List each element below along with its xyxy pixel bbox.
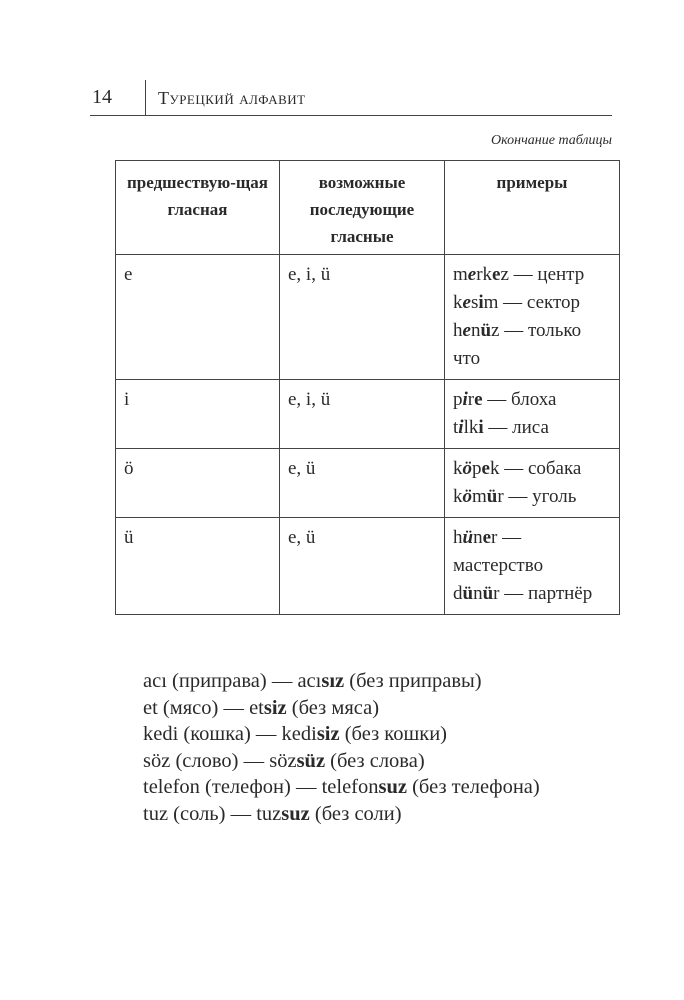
highlighted-segment: ü <box>462 583 474 604</box>
examples-cell <box>445 518 620 615</box>
highlighted-segment: ü <box>462 527 474 548</box>
text-segment: rk <box>476 264 493 285</box>
highlighted-segment: e <box>492 264 501 285</box>
text-segment: n <box>473 583 483 604</box>
text-segment: kedi (кошка) — kedi <box>143 723 317 745</box>
text-segment: m — сектор <box>483 292 581 313</box>
text-segment: k <box>453 292 463 313</box>
example-line <box>143 774 540 801</box>
example-line <box>143 695 540 722</box>
text-segment: et (мясо) — et <box>143 696 264 719</box>
highlighted-segment: i <box>478 417 484 438</box>
text-segment: m <box>453 264 468 285</box>
highlighted-segment: ü <box>480 320 492 341</box>
example-line <box>143 748 540 775</box>
text-segment: telefon (телефон) — telefon <box>143 776 379 798</box>
text-segment: tuz (соль) — tuz <box>143 802 282 825</box>
text-segment: r <box>467 389 475 410</box>
header-rule <box>90 115 612 116</box>
highlighted-segment: suz <box>378 776 407 798</box>
next-vowels-cell: e, ü <box>280 449 445 518</box>
example-word <box>453 580 611 608</box>
page-number: 14 <box>92 86 112 108</box>
table-header-row <box>116 161 620 255</box>
prev-vowel-cell: e <box>116 255 280 380</box>
highlighted-segment: e <box>482 527 492 548</box>
text-segment: t <box>453 417 459 438</box>
text-segment: — блоха <box>482 389 557 410</box>
highlighted-segment: e <box>474 389 483 410</box>
example-word <box>453 317 611 373</box>
header-examples: примеры <box>445 161 620 255</box>
text-segment: z — центр <box>500 264 585 285</box>
text-segment: p <box>453 389 463 410</box>
vowel-harmony-table <box>115 160 620 615</box>
text-segment: söz (слово) — söz <box>143 749 297 772</box>
example-line <box>143 721 540 748</box>
text-segment: lk <box>463 417 479 438</box>
examples-cell <box>445 449 620 518</box>
highlighted-segment: ü <box>482 583 494 604</box>
text-segment: r — мастерство <box>453 527 544 576</box>
prev-vowel-cell: ü <box>116 518 280 615</box>
example-line <box>143 668 540 695</box>
highlighted-segment: siz <box>316 723 340 745</box>
highlighted-segment: suz <box>281 802 310 825</box>
example-word <box>453 289 611 317</box>
text-segment: — лиса <box>483 417 549 438</box>
text-segment: (без соли) <box>309 802 402 825</box>
highlighted-segment: ö <box>462 486 472 507</box>
highlighted-segment: süz <box>296 749 326 772</box>
table-row <box>116 449 620 518</box>
text-segment: h <box>453 527 463 548</box>
running-title: Турецкий алфавит <box>158 88 306 108</box>
examples-cell <box>445 380 620 449</box>
highlighted-segment: ö <box>462 458 472 479</box>
example-word <box>453 455 611 483</box>
highlighted-segment: siz <box>263 696 287 719</box>
example-word <box>453 261 611 289</box>
example-word <box>453 414 611 442</box>
text-segment: m <box>472 486 487 507</box>
table-caption: Окончание таблицы <box>491 133 612 148</box>
highlighted-segment: e <box>467 264 477 285</box>
text-segment: d <box>453 583 463 604</box>
prev-vowel-cell: i <box>116 380 280 449</box>
next-vowels-cell: e, ü <box>280 518 445 615</box>
header-prev-vowel: предшествую-щая гласная <box>116 161 280 255</box>
example-word <box>453 524 611 580</box>
example-word <box>453 386 611 414</box>
suffix-examples <box>143 668 540 827</box>
example-line <box>143 801 540 828</box>
text-segment: (без приправы) <box>344 670 482 692</box>
text-segment: r — партнёр <box>493 583 593 604</box>
highlighted-segment: e <box>481 458 490 479</box>
text-segment: (без слова) <box>325 749 425 772</box>
next-vowels-cell: e, i, ü <box>280 255 445 380</box>
highlighted-segment: i <box>462 389 468 410</box>
examples-cell <box>445 255 620 380</box>
text-segment: s <box>470 292 479 313</box>
text-segment: (без мяса) <box>286 696 380 719</box>
text-segment: p <box>472 458 482 479</box>
highlighted-segment: sız <box>321 670 345 692</box>
text-segment: (без телефона) <box>406 776 540 798</box>
highlighted-segment: i <box>478 292 484 313</box>
highlighted-segment: e <box>462 292 471 313</box>
header-divider <box>145 80 146 116</box>
text-segment: acı (приправа) — acı <box>143 670 322 692</box>
table-row <box>116 380 620 449</box>
example-word <box>453 483 611 511</box>
text-segment: k <box>453 458 463 479</box>
next-vowels-cell: e, i, ü <box>280 380 445 449</box>
highlighted-segment: ü <box>486 486 498 507</box>
text-segment: n <box>470 320 481 341</box>
table-row <box>116 518 620 615</box>
prev-vowel-cell: ö <box>116 449 280 518</box>
highlighted-segment: i <box>458 417 464 438</box>
text-segment: r — уголь <box>497 486 577 507</box>
text-segment: k <box>453 486 463 507</box>
header-next-vowels: возможные последующие гласные <box>280 161 445 255</box>
text-segment: n <box>473 527 483 548</box>
table-row <box>116 255 620 380</box>
text-segment: (без кошки) <box>339 723 448 745</box>
text-segment: h <box>453 320 463 341</box>
text-segment: z — только что <box>453 320 582 369</box>
highlighted-segment: e <box>462 320 471 341</box>
text-segment: k — собака <box>489 458 582 479</box>
